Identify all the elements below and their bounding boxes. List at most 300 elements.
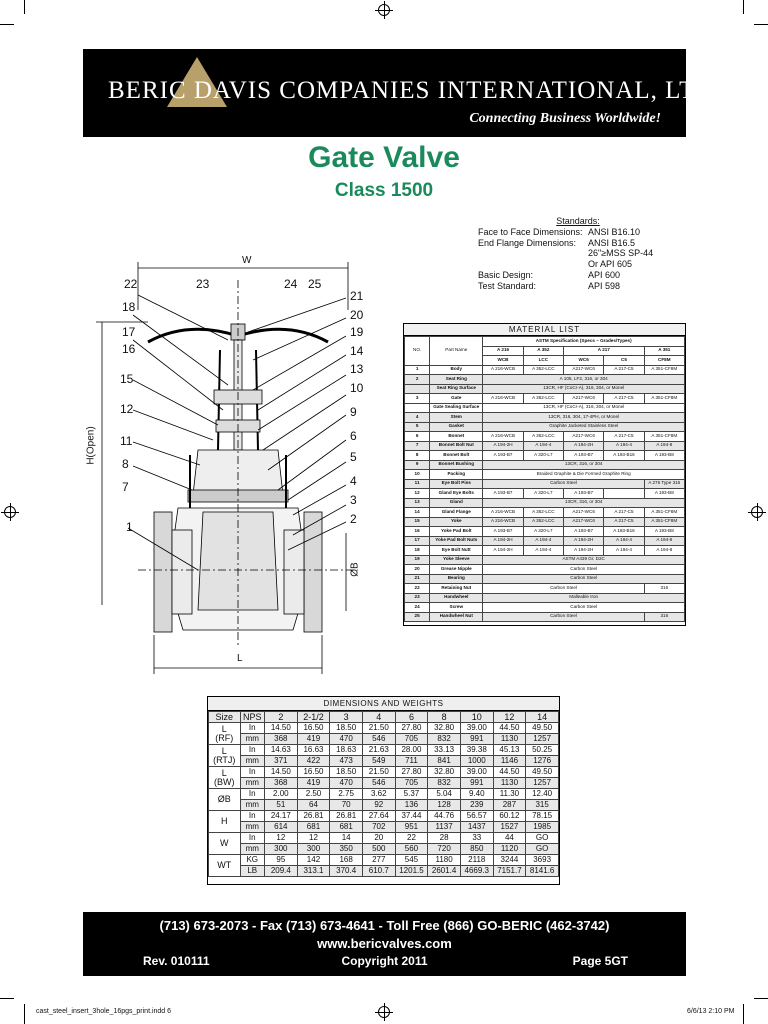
dim-value: 832 <box>428 734 461 745</box>
page-subtitle: Class 1500 <box>334 180 434 201</box>
material-no: 16 <box>405 527 430 537</box>
part-callout-18: 18 <box>122 300 136 314</box>
part-callout-11: 11 <box>120 434 133 448</box>
dim-value: 22 <box>395 833 428 844</box>
dim-value: 4669.3 <box>460 866 493 877</box>
footer-page-number: Page 5GT <box>572 954 628 968</box>
material-part-name: Yoke <box>430 517 483 527</box>
header-banner <box>83 49 722 137</box>
dim-value: 841 <box>428 756 461 767</box>
dim-value: 1985 <box>526 822 559 833</box>
material-no: 6 <box>405 432 430 442</box>
dim-value: 44.50 <box>493 767 526 778</box>
part-callout-5: 5 <box>350 450 357 464</box>
dim-unit: mm <box>240 778 265 789</box>
material-part-name: Seat Ring Surface <box>430 384 483 394</box>
dim-value: 1257 <box>526 778 559 789</box>
dim-value: 37.44 <box>395 811 428 822</box>
material-cell: A 193-B8 <box>644 451 684 461</box>
dim-b-label: ØB <box>349 562 361 577</box>
dim-value: 28.00 <box>395 745 428 756</box>
dim-value: 2.00 <box>265 789 298 800</box>
dim-row <box>209 866 559 877</box>
dim-group-label: ØB <box>209 789 241 811</box>
dim-value: 1120 <box>493 844 526 855</box>
material-part-name: Bonnet Bushing <box>430 460 483 470</box>
dim-value: 32.80 <box>428 723 461 734</box>
dim-value: 419 <box>297 734 330 745</box>
material-no: 4 <box>405 413 430 423</box>
material-row <box>405 365 685 375</box>
dimensions-table <box>207 696 560 885</box>
dim-value: 422 <box>297 756 330 767</box>
material-part-name: Eye Bolt Pins <box>430 479 483 489</box>
material-part-name: Grease Nipple <box>430 565 483 575</box>
dim-value: 1000 <box>460 756 493 767</box>
material-cell: A 194-8 <box>644 536 684 546</box>
dim-value: 45.13 <box>493 745 526 756</box>
standards-key: Face to Face Dimensions: <box>478 226 583 237</box>
material-cell: Carbon Steel <box>483 574 685 584</box>
material-row <box>405 527 685 537</box>
dim-value: 560 <box>395 844 428 855</box>
dim-value: 1437 <box>460 822 493 833</box>
dim-value: 315 <box>526 800 559 811</box>
dim-value: 2118 <box>460 855 493 866</box>
dim-group-label: L (RF) <box>209 723 241 745</box>
dim-value: 21.50 <box>362 767 395 778</box>
company-tagline: Connecting Business Worldwide! <box>469 111 661 126</box>
spec-standard-1: A 352 <box>523 346 563 356</box>
dim-value: 545 <box>395 855 428 866</box>
dim-value: 350 <box>330 844 363 855</box>
material-part-name: Gland <box>430 498 483 508</box>
dim-value: 951 <box>395 822 428 833</box>
material-no: 21 <box>405 574 430 584</box>
material-no: 23 <box>405 593 430 603</box>
dim-value: 39.00 <box>460 723 493 734</box>
dim-row <box>209 734 559 745</box>
material-part-name: Retaining Nut <box>430 584 483 594</box>
material-row <box>405 375 685 385</box>
dim-head-9: 12 <box>493 712 526 723</box>
material-no: 1 <box>405 365 430 375</box>
dim-value: 370.4 <box>330 866 363 877</box>
dim-value: 50.25 <box>526 745 559 756</box>
col-no: NO. <box>405 337 430 366</box>
dim-value: 14.63 <box>265 745 298 756</box>
material-row <box>405 470 685 480</box>
material-cell: A 352-LCC <box>523 508 563 518</box>
material-cell: A 320-L7 <box>523 489 563 499</box>
dim-value: 32.80 <box>428 767 461 778</box>
dim-head-4: 3 <box>330 712 363 723</box>
dim-value: 470 <box>330 734 363 745</box>
col-part: Part Name <box>430 337 483 366</box>
dim-value: 2.50 <box>297 789 330 800</box>
part-callout-21: 21 <box>350 289 364 303</box>
dim-unit: mm <box>240 844 265 855</box>
footer-banner <box>83 912 686 976</box>
dim-value: 26.81 <box>297 811 330 822</box>
dim-value: 44 <box>493 833 526 844</box>
footer-phone: (713) 673-2073 - Fax (713) 673-4641 - Toll Free (866) GO-BERIC (462-3742) <box>159 918 610 933</box>
dim-head-2: 2 <box>265 712 298 723</box>
dim-value: 16.63 <box>297 745 330 756</box>
material-row <box>405 555 685 565</box>
material-list-table <box>403 323 686 626</box>
material-cell: A 105, LF2, 316, or 304 <box>483 375 685 385</box>
crop-mark <box>743 0 744 14</box>
dim-value: 850 <box>460 844 493 855</box>
material-cell: A 194-8 <box>644 441 684 451</box>
dim-head-10: 14 <box>526 712 559 723</box>
dim-unit: mm <box>240 822 265 833</box>
material-part-name: Gate <box>430 394 483 404</box>
material-cell: A 194-2H <box>564 546 604 556</box>
dim-value: 21.50 <box>362 723 395 734</box>
standards-block <box>478 216 678 292</box>
dim-unit: In <box>240 723 265 734</box>
dim-unit: KG <box>240 855 265 866</box>
material-cell: 13CR, HF (CoCr-A), 316, 304, or Monel <box>483 403 685 413</box>
material-cell: A 194-4 <box>604 536 644 546</box>
dim-value: 3693 <box>526 855 559 866</box>
material-cell: 13CR, 316, or 304 <box>483 460 685 470</box>
standards-value: Or API 605 <box>588 259 633 270</box>
crop-mark <box>754 998 768 999</box>
dim-value: 711 <box>395 756 428 767</box>
material-cell: Malleable Iron <box>483 593 685 603</box>
print-slug-date: 6/6/13 2:10 PM <box>687 1008 735 1015</box>
dim-value: 720 <box>428 844 461 855</box>
material-no: 7 <box>405 441 430 451</box>
dim-value: 49.50 <box>526 767 559 778</box>
material-cell: A 217-C5 <box>604 365 644 375</box>
dim-value: 9.40 <box>460 789 493 800</box>
material-cell: A217-WC6 <box>564 517 604 527</box>
material-cell: Braided Graphite & Die Formed Graphite Ring <box>483 470 685 480</box>
dim-value: 1257 <box>526 734 559 745</box>
dim-value: 142 <box>297 855 330 866</box>
dim-value: 14.50 <box>265 767 298 778</box>
dim-value: 56.57 <box>460 811 493 822</box>
material-no: 15 <box>405 517 430 527</box>
dim-value: 500 <box>362 844 395 855</box>
material-part-name: Seat Ring <box>430 375 483 385</box>
material-cell: A 193-B7 <box>483 489 523 499</box>
material-no: 14 <box>405 508 430 518</box>
material-part-name: Gate Sealing Surface <box>430 403 483 413</box>
material-no: 19 <box>405 555 430 565</box>
material-cell: A 320-L7 <box>523 527 563 537</box>
part-callout-9: 9 <box>350 405 357 419</box>
dim-value: 1180 <box>428 855 461 866</box>
spec-grade-2: WC6 <box>564 356 604 366</box>
material-cell: A 216-WCB <box>483 432 523 442</box>
dim-value: 832 <box>428 778 461 789</box>
material-list-caption: MATERIAL LIST <box>404 324 685 336</box>
dim-value: 44.50 <box>493 723 526 734</box>
material-cell: A217-WC6 <box>564 394 604 404</box>
dim-h-label: H(Open) <box>85 426 97 465</box>
material-row <box>405 441 685 451</box>
dim-value: 39.38 <box>460 745 493 756</box>
dim-value: 614 <box>265 822 298 833</box>
dim-value: 1276 <box>526 756 559 767</box>
material-cell: A 352-LCC <box>523 394 563 404</box>
dim-value: 1130 <box>493 778 526 789</box>
dim-value: 26.81 <box>330 811 363 822</box>
material-row <box>405 384 685 394</box>
material-cell: A 193-B8 <box>644 489 684 499</box>
standards-key: End Flange Dimensions: <box>478 237 577 248</box>
material-row <box>405 603 685 613</box>
material-cell: A 351-CF8M <box>644 394 684 404</box>
dim-unit: In <box>240 745 265 756</box>
material-row <box>405 403 685 413</box>
material-cell: A 352-LCC <box>523 365 563 375</box>
dim-value: 371 <box>265 756 298 767</box>
material-cell: A 194-2H <box>564 441 604 451</box>
dim-value: 368 <box>265 734 298 745</box>
dim-head-8: 10 <box>460 712 493 723</box>
dim-value: 33.13 <box>428 745 461 756</box>
dim-unit: mm <box>240 800 265 811</box>
dim-value: 12.40 <box>526 789 559 800</box>
material-no: 17 <box>405 536 430 546</box>
dim-value: 5.37 <box>395 789 428 800</box>
dim-value: 705 <box>395 778 428 789</box>
dim-value: 1130 <box>493 734 526 745</box>
material-part-name: Gasket <box>430 422 483 432</box>
dim-value: 12 <box>265 833 298 844</box>
dim-unit: In <box>240 767 265 778</box>
material-cell: 316 <box>644 612 684 622</box>
material-cell: A 217-C5 <box>604 432 644 442</box>
dim-value: 27.80 <box>395 723 428 734</box>
dim-row <box>209 844 559 855</box>
dim-value: 128 <box>428 800 461 811</box>
part-callout-22: 22 <box>124 277 138 291</box>
material-cell: Carbon Steel <box>483 612 644 622</box>
material-row <box>405 508 685 518</box>
material-cell: A 352-LCC <box>523 517 563 527</box>
part-callout-3: 3 <box>350 493 357 507</box>
standards-row <box>478 227 678 238</box>
part-callout-14: 14 <box>350 344 364 358</box>
material-cell: A 351-CF8M <box>644 517 684 527</box>
dim-value: 39.00 <box>460 767 493 778</box>
part-callout-13: 13 <box>350 362 364 376</box>
material-row <box>405 479 685 489</box>
material-cell: Carbon Steel <box>483 565 685 575</box>
material-cell: A217-WC6 <box>564 365 604 375</box>
gate-valve-drawing <box>85 250 388 680</box>
dim-value: 209.4 <box>265 866 298 877</box>
part-callout-8: 8 <box>122 457 129 471</box>
part-callout-23: 23 <box>196 277 210 291</box>
dim-value: GO <box>526 833 559 844</box>
dim-value: 470 <box>330 778 363 789</box>
material-row <box>405 612 685 622</box>
material-cell: A 217-C5 <box>604 508 644 518</box>
material-cell: 13CR, 316, or 304 <box>483 498 685 508</box>
dim-value: 27.80 <box>395 767 428 778</box>
material-part-name: Bonnet Bolt Nut <box>430 441 483 451</box>
dim-row <box>209 833 559 844</box>
dim-value: 991 <box>460 778 493 789</box>
dim-value: 136 <box>395 800 428 811</box>
material-no: 12 <box>405 489 430 499</box>
dim-unit: LB <box>240 866 265 877</box>
material-no: 3 <box>405 394 430 404</box>
material-no: 5 <box>405 422 430 432</box>
material-part-name: Handwheel <box>430 593 483 603</box>
standards-row <box>478 248 678 259</box>
material-no <box>405 403 430 413</box>
part-callout-20: 20 <box>350 308 364 322</box>
crop-mark <box>24 0 25 14</box>
material-part-name: Bearing <box>430 574 483 584</box>
dim-w-label: W <box>242 255 252 266</box>
dim-value: GO <box>526 844 559 855</box>
dim-value: 33 <box>460 833 493 844</box>
dim-value: 18.50 <box>330 723 363 734</box>
material-cell: Carbon Steel <box>483 603 685 613</box>
dim-value: 60.12 <box>493 811 526 822</box>
material-row <box>405 517 685 527</box>
material-no: 8 <box>405 451 430 461</box>
material-cell: A 351-CF8M <box>644 365 684 375</box>
part-callout-7: 7 <box>122 480 129 494</box>
part-callout-17: 17 <box>122 325 136 339</box>
dim-value: 239 <box>460 800 493 811</box>
dim-value: 991 <box>460 734 493 745</box>
part-callout-10: 10 <box>350 381 364 395</box>
material-cell: A 194-4 <box>604 546 644 556</box>
standards-key <box>478 248 588 259</box>
spec-standard-0: A 216 <box>483 346 523 356</box>
dim-l-label: L <box>237 653 243 664</box>
dim-value: 27.64 <box>362 811 395 822</box>
standards-row <box>478 238 678 249</box>
material-cell: A 194-4 <box>523 441 563 451</box>
material-row <box>405 584 685 594</box>
material-cell: A 194-2H <box>483 441 523 451</box>
dim-value: 705 <box>395 734 428 745</box>
dim-row <box>209 789 559 800</box>
material-cell: A 193-B7 <box>564 489 604 499</box>
material-no: 25 <box>405 612 430 622</box>
dim-group-label: L (BW) <box>209 767 241 789</box>
crop-mark <box>0 24 14 25</box>
dim-group-label: WT <box>209 855 241 877</box>
material-cell: A 194-4 <box>523 546 563 556</box>
registration-mark-left <box>4 506 16 518</box>
dim-value: 681 <box>297 822 330 833</box>
dim-value: 313.1 <box>297 866 330 877</box>
dim-head-1: NPS <box>240 712 265 723</box>
dim-value: 16.50 <box>297 723 330 734</box>
dim-row <box>209 822 559 833</box>
dim-row <box>209 767 559 778</box>
dim-value: 1146 <box>493 756 526 767</box>
material-cell: A 193-B7 <box>483 527 523 537</box>
dim-row <box>209 723 559 734</box>
print-slug-file: cast_steel_insert_3hole_16pgs_print.indd 6 <box>36 1008 172 1015</box>
material-cell: A 216-WCB <box>483 517 523 527</box>
material-row <box>405 422 685 432</box>
dim-group-label: W <box>209 833 241 855</box>
dim-unit: mm <box>240 756 265 767</box>
dim-value: 44.76 <box>428 811 461 822</box>
material-cell: Carbon Steel <box>483 479 644 489</box>
material-no: 9 <box>405 460 430 470</box>
dim-value: 64 <box>297 800 330 811</box>
company-name: BERIC DAVIS COMPANIES INTERNATIONAL, LTD. <box>108 77 722 104</box>
dimensions-caption: DIMENSIONS AND WEIGHTS <box>208 697 559 711</box>
registration-mark-right <box>751 506 763 518</box>
page-title: Gate Valve <box>308 141 460 174</box>
material-cell: A 276 Type 316 <box>644 479 684 489</box>
part-callout-19: 19 <box>350 325 364 339</box>
dim-value: 1137 <box>428 822 461 833</box>
dim-value: 18.50 <box>330 767 363 778</box>
material-part-name: Screw <box>430 603 483 613</box>
dim-value: 14 <box>330 833 363 844</box>
material-part-name: Gland Eye Bolts <box>430 489 483 499</box>
material-part-name: Yoke Pad Bolt Nuts <box>430 536 483 546</box>
dim-value: 546 <box>362 734 395 745</box>
dim-value: 1201.5 <box>395 866 428 877</box>
dim-value: 92 <box>362 800 395 811</box>
dim-head-5: 4 <box>362 712 395 723</box>
standards-heading: Standards: <box>556 216 600 226</box>
registration-mark-bottom <box>378 1006 390 1018</box>
material-row <box>405 546 685 556</box>
spec-grade-0: WCB <box>483 356 523 366</box>
material-no: 18 <box>405 546 430 556</box>
material-cell: A 194-2H <box>483 546 523 556</box>
material-cell: 316 <box>644 584 684 594</box>
material-cell: A 194-4 <box>604 441 644 451</box>
material-part-name: Stem <box>430 413 483 423</box>
crop-mark <box>0 998 14 999</box>
material-part-name: Bonnet Bolt <box>430 451 483 461</box>
spec-grade-3: C5 <box>604 356 644 366</box>
part-callout-25: 25 <box>308 277 322 291</box>
part-callout-4: 4 <box>350 474 357 488</box>
material-part-name: Yoke Sleeve <box>430 555 483 565</box>
spec-standard-3: A 351 <box>644 346 684 356</box>
part-callout-6: 6 <box>350 429 357 443</box>
dim-value: 473 <box>330 756 363 767</box>
dim-row <box>209 756 559 767</box>
registration-mark-top <box>378 4 390 16</box>
material-cell: A217-WC6 <box>564 508 604 518</box>
footer-website-link[interactable]: www.bericvalves.com <box>317 936 452 951</box>
standards-value: ANSI B16.5 <box>588 237 636 248</box>
standards-value: API 600 <box>588 269 621 280</box>
dim-value: 287 <box>493 800 526 811</box>
dim-unit: In <box>240 811 265 822</box>
material-no: 10 <box>405 470 430 480</box>
material-row <box>405 574 685 584</box>
part-callout-12: 12 <box>120 402 134 416</box>
dim-value: 18.63 <box>330 745 363 756</box>
dim-value: 11.30 <box>493 789 526 800</box>
